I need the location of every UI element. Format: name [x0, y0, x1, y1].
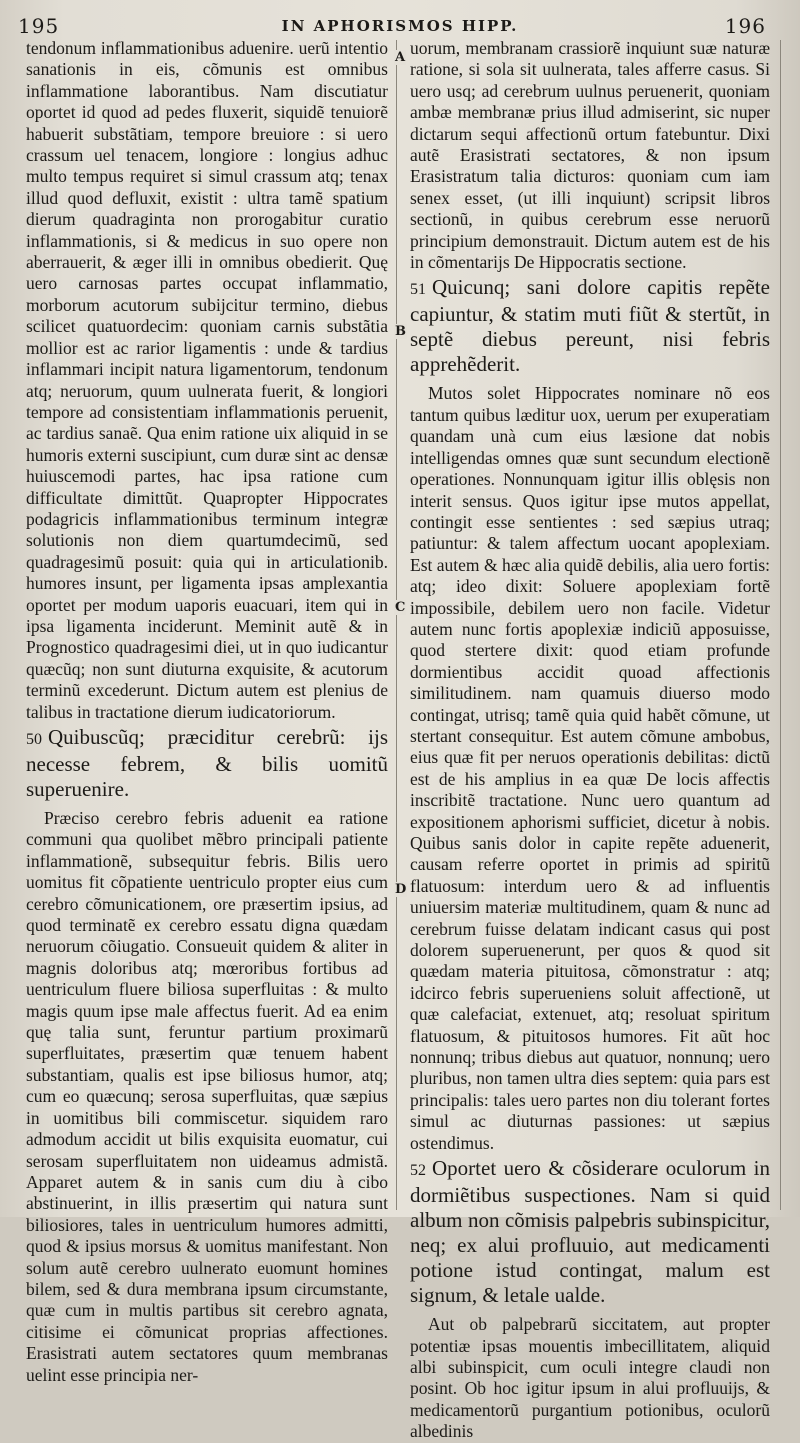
- folio-number-right: 196: [724, 14, 766, 38]
- right-margin-rule: [780, 40, 781, 1210]
- folio-number-left: 195: [18, 14, 60, 38]
- section-mark-d: D: [395, 882, 407, 897]
- section-mark-a: A: [395, 50, 406, 65]
- section-mark-c: C: [395, 600, 406, 615]
- commentary-paragraph: Mutos solet Hippocrates nominare nõ eos tantum quibus læditur uox, uerum per exuperatiam quandam unà cum eius læsione dat nobis intelligendas omnes quæ sunt secundum electionẽ operationes. Nonnunquam igitur illis oblęsis non interit sensus. Quos igitur ipse mutos appellat, contingit esse sentientes : sed sæpius utraq; patiuntur: & talem affectum uocant apoplexiam. Est autem & hæc alia quidẽ debilis, alia uero fortis: atq; ideo dixit: Soluere apoplexiam fortẽ impossibile, debilem uero non facile. Videtur autem nunc fortis apoplexiæ indiciũ apposuisse, quod stertere dixit: quod etiam profunde dormientibus accidit quoad affectionis similitudinem. nam quamuis diuerso modo contingat, utrisq; tamẽ quia quid habẽt cõmune, ut stertant consequitur. Est autem cõmune ambobus, eius quæ fit per neruos operationis debilitas: dictũ est de his amplius in ea quæ De locis affectis inscribitẽ tractatione. Nunc uero quantum ad expositionem aphorismi sufficiet, dicetur à nobis. Quibus sanis dolor in capite repẽte aduenerit, causam referre oportet in primis ad spiritũ flatuosum: interdum uero & ad influentis uniuersim materiæ multitudinem, quam & nunc ad cerebrum fuisse delatam indicant casus qui post dolorem superuenerunt, per quos & quod sit quædam materia pituitosa, cõmonstratur : atq; idcirco febris superueniens soluit affectionẽ, ut quæ calefaciat, extenuet, atq; resoluat spiritum flatuosum, & pituitosos humores. Fit aũt hoc nonnunq; tribus diebus aut quatuor, nonnunq; uero pluribus, non tamen ultra dies septem: quia pars est principalis: tales uero partes non diu tolerant fortes simul ac diuturnas passiones: ut sæpius ostendimus.: [410, 383, 770, 1153]
- aphorism-number: 50: [26, 731, 42, 748]
- aphorism-text: Quibuscũq; præciditur cerebrũ: ijs necesse febrem, & bilis uomitũ superuenire.: [26, 725, 388, 801]
- commentary-paragraph: Præciso cerebro febris aduenit ea ratione communi qua quolibet mẽbro principali patiente inflammationẽ, subsequitur febris. Bilis uero uomitus fit cõpatiente uentriculo propter eius cum cerebro cõmunicationem, ore præsertim ipsius, ad quod terminatẽ ex cerebro essatu digna quædam neruorum cõiugatio. Consueuit quidem & aliter in magnis doloribus atq; mœroribus fortibus ad uentriculum fluere biliosa superfluitas : & multo magis quum ipse male affectus fuerit. Ad ea enim quę talia sunt, feruntur partium proximarũ superfluitates, præsertim quæ tenuem habent substantiam, qualis est ipse biliosus humor, atq; cum eo quæcunq; serosa superfluitas, quæ sæpius in uomitibus bili commiscetur. siquidem raro admodum accidit ut bilis exquisita euomatur, cui serosam superfluitatem non uideamus admistã. Apparet autem & in sanis cum diu à cibo abstinuerint, in illis præsertim qui natura sunt biliosiores, tales in uentriculum humores admitti, quod & ipsius morsus & uomitus manifestant. Non solum autẽ cerebro uulnerato euomunt homines bilem, sed & dura membrana ipsum circumstante, quæ cum in multis partibus sit cerebro agnata, citisime ei cõmunicat proprias affectiones. Erasistrati autem sectatores quum membranas uelint esse principia ner-: [26, 808, 388, 1385]
- right-column: [410, 38, 770, 1442]
- aphorism-text: Quicunq; sani dolore capitis repẽte capiuntur, & statim muti fiũt & stertũt, in septẽ diebus pereunt, nisi febris apprehẽderit.: [410, 275, 770, 377]
- commentary-paragraph: Aut ob palpebrarũ siccitatem, aut propter potentiæ ipsas mouentis imbecillitatem, aliquid albi subinspicit, cum oculi integre claudi non posint. Ob hoc igitur ipsum in alui profluuijs, & medicamentorũ purgantium potionibus, oculorũ albedinis: [410, 1314, 770, 1442]
- section-mark-b: B: [395, 324, 406, 339]
- column-divider: [396, 40, 397, 1210]
- aphorism-52: [410, 1156, 770, 1308]
- aphorism-50: [26, 725, 388, 802]
- left-column: [26, 38, 388, 1385]
- aphorism-number: 51: [410, 281, 426, 299]
- commentary-paragraph: uorum, membranam crassiorẽ inquiunt suæ naturæ ratione, si sola sit uulnerata, tales afferre casus. Si uero usq; ad cerebrum uulnus peruenerit, quoniam ambæ membranæ prius illud admiserint, sic nuper dictarum sequi affectionũ ortum fatebuntur. Dixi autẽ Erasistrati sectatores, & non ipsum Erasistratum talia dicturos: quoniam cum iam senex esset, (ut illi inquiunt) scripsit libros sectionũ, in quibus cerebrum esse neruorũ principium demonstrauit. Dictum autem est de his in cõmentarijs De Hippocratis sectione.: [410, 38, 770, 273]
- commentary-paragraph: tendonum inflammationibus aduenire. uerũ intentio sanationis in eis, cõmunis est omnibus inflammatione laborantibus. Nam discutiatur oportet id quod ad pedes fluxerit, siquidẽ tenuiorẽ habuerit substãtiam, tempore breuiore : si uero crassum uel tenacem, longiore : longius adhuc multo tempus requiret si simul crassum atq; tenax illud quod defluxit, existit : ultra tamẽ spatium dierum quadraginta non prorogabitur curatio inflammationis, si & medicus in suo opere non aberrauerit, & æger illi in omnibus obedierit. Quę uero carnosas partes occupat inflammatio, morborum acutorum subijcitur termino, diebus scilicet quatuordecim: quoniam carnis substãtia mollior est ac rarior ligamentis : unde & tardius inflammari incipit natura ligamentorum, tendonum atq; neruorum, quum uulnerata fuerit, & longiori tempore ad consistentiam inflammationis peruenit, ac tardius sanaẽ. Qua enim ratione uix aliquid in se humoris externi suscipiunt, cum duræ sint ac densæ huiuscemodi partes, hac ipsa ratione cum difficultate dimittũt. Quapropter Hippocrates podagricis inflammationibus terminum integræ solutionis non diem quartumdecimũ, sed quadragesimũ posuit: quia qui in articulationib. humores insunt, per ligamenta ipsas amplexantia oportet per modum uaporis euacuari, item qui in ipsa ligamenta inciderunt. Meminit autẽ & in Prognostico quadragesimi diei, ut in quo iudicantur quæcũq; non sunt diuturna exquisite, & acutorum terminũ excederunt. Dictum autem est plenius de talibus in tractatione dierum iudicatoriorum.: [26, 38, 388, 722]
- running-title: IN APHORISMOS HIPP.: [281, 17, 519, 35]
- aphorism-number: 52: [410, 1162, 426, 1180]
- aphorism-51: [410, 275, 770, 377]
- page-header: [0, 0, 800, 40]
- aphorism-text: Oportet uero & cõsiderare oculorum in dormiẽtibus suspectiones. Nam si quid album non cõmisis palpebris subinspicitur, neq; ex alui profluuio, aut medicamenti potione istud contingat, malum est signum, & letale ualde.: [410, 1156, 770, 1308]
